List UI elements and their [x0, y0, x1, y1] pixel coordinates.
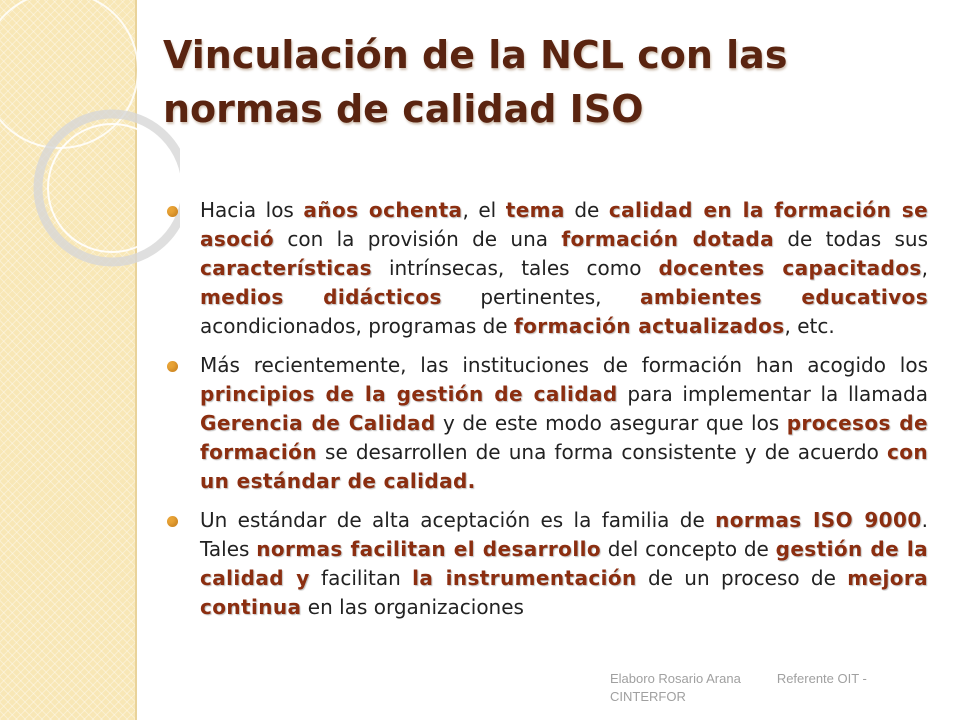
- bullet-text: Más recientemente, las instituciones de formación han acogido los: [200, 353, 928, 377]
- highlighted-term: mejora continua: [200, 566, 929, 619]
- bullet-text: ,: [921, 256, 928, 280]
- highlighted-term: normas ISO 9000: [715, 508, 922, 532]
- bullet-text: pertinentes,: [441, 285, 641, 309]
- highlighted-term: principios de la gestión de calidad: [200, 382, 618, 406]
- decorative-circles: [0, 0, 180, 300]
- highlighted-term: la instrumentación: [412, 566, 637, 590]
- bullet-text: , el: [462, 198, 506, 222]
- highlighted-term: calidad en la formación se asoció: [200, 198, 929, 251]
- bullet-list: [163, 196, 928, 632]
- bullet-dot-icon: [167, 361, 178, 372]
- bullet-text: facilitan: [309, 566, 413, 590]
- bullet-text: de: [564, 198, 609, 222]
- highlighted-term: formación actualizados: [513, 314, 785, 338]
- highlighted-term: procesos de formación: [200, 411, 928, 464]
- bullet-text: de todas sus: [774, 227, 928, 251]
- bullet-text: Un estándar de alta aceptación es la familia de: [200, 508, 716, 532]
- highlighted-term: docentes capacitados: [658, 256, 922, 280]
- highlighted-term: gestión de la calidad y: [200, 537, 928, 590]
- bullet-dot-icon: [167, 516, 178, 527]
- footer-org: CINTERFOR: [610, 689, 686, 704]
- highlighted-term: Gerencia de Calidad: [200, 411, 436, 435]
- title-line-1: Vinculación de la NCL con las: [163, 33, 788, 77]
- highlighted-term: medios didácticos: [200, 285, 442, 309]
- bullet-text: y de este modo asegurar que los: [435, 411, 787, 435]
- highlighted-term: ambientes educativos: [640, 285, 928, 309]
- bullet-text: acondicionados, programas de: [200, 314, 514, 338]
- highlighted-term: formación dotada: [561, 227, 774, 251]
- slide-footer: [610, 670, 910, 706]
- bullet-text: en las organizaciones: [301, 595, 524, 619]
- highlighted-term: años ochenta: [303, 198, 463, 222]
- highlighted-term: características: [200, 256, 372, 280]
- bullet-dot-icon: [167, 206, 178, 217]
- bullet-item: [163, 351, 928, 496]
- footer-referente: Referente OIT -: [776, 671, 867, 686]
- bullet-text: , etc.: [784, 314, 835, 338]
- bullet-text: del concepto de: [600, 537, 776, 561]
- bullet-text: Hacia los: [200, 198, 304, 222]
- highlighted-term: con un estándar de calidad.: [200, 440, 928, 493]
- footer-author: Elaboro Rosario Arana: [610, 671, 741, 686]
- bullet-item: [163, 196, 928, 341]
- bullet-text: para implementar la llamada: [617, 382, 929, 406]
- bullet-text: intrínsecas, tales como: [372, 256, 659, 280]
- bullet-text: . Tales: [200, 508, 928, 561]
- bullet-text: se desarrollen de una forma consistente y de acuerdo: [316, 440, 887, 464]
- bullet-text: con la provisión de una: [274, 227, 562, 251]
- title-line-2: normas de calidad ISO: [163, 87, 644, 131]
- highlighted-term: normas facilitan el desarrollo: [256, 537, 601, 561]
- bullet-item: [163, 506, 928, 622]
- bullet-text: de un proceso de: [636, 566, 848, 590]
- highlighted-term: tema: [505, 198, 565, 222]
- slide-title: [163, 28, 923, 136]
